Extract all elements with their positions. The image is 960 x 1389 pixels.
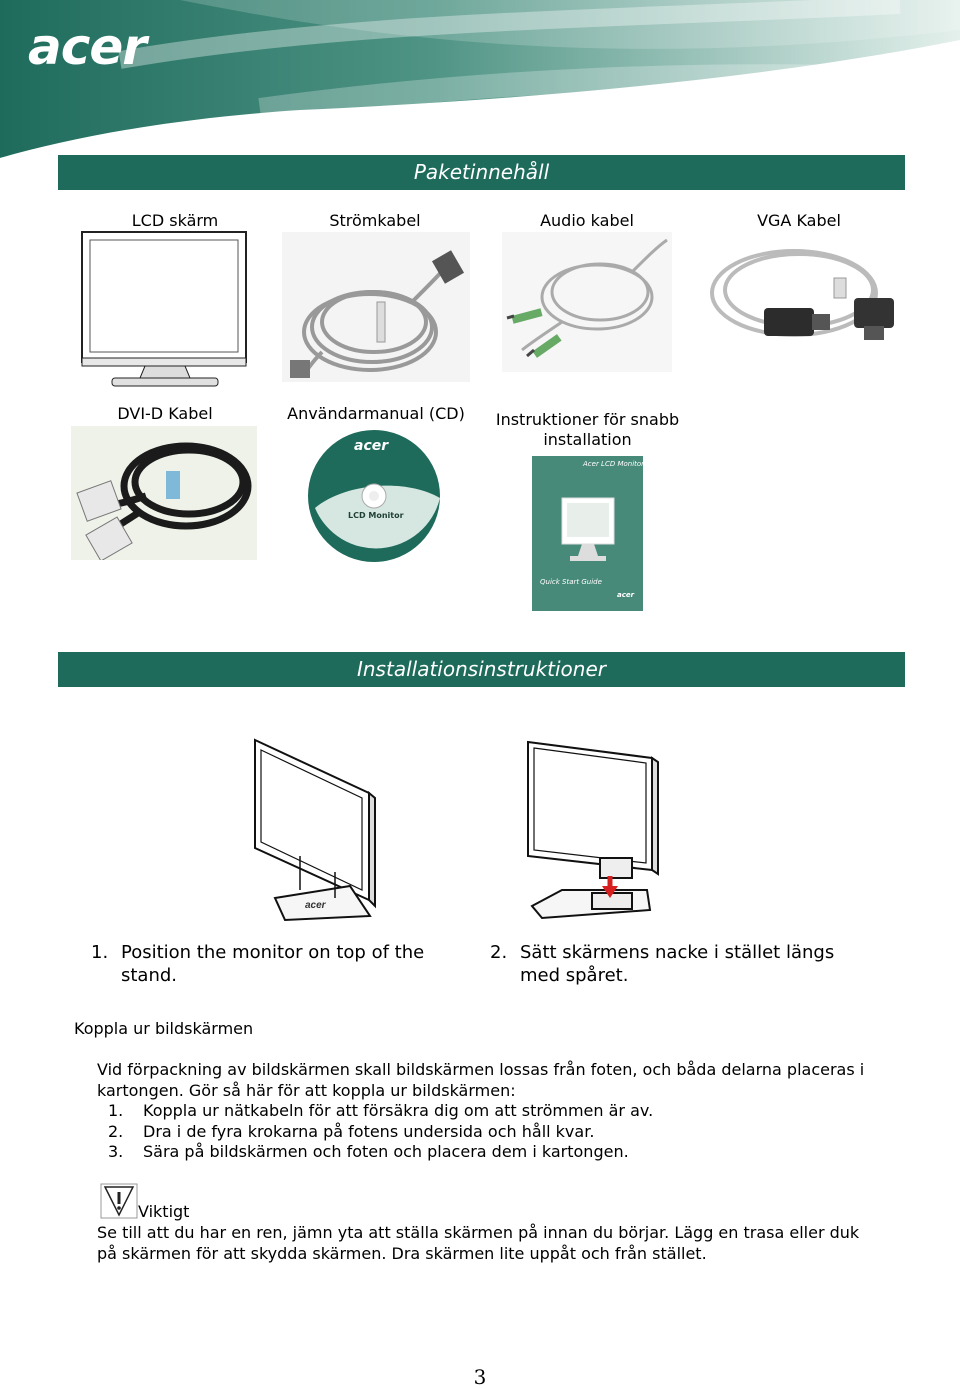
acer-logo: acer	[28, 18, 146, 76]
item-label-power-cable: Strömkabel	[329, 211, 421, 230]
installation-title: Installationsinstruktioner	[58, 652, 905, 687]
install-step-1-number: 1.	[91, 942, 109, 963]
guide-subtitle: Quick Start Guide	[540, 578, 602, 586]
disconnect-step-1-number: 1.	[108, 1101, 124, 1120]
install-step-1	[91, 941, 461, 987]
package-contents-title: Paketinnehåll	[58, 155, 905, 190]
cd-logo: acer	[354, 438, 389, 454]
page-number: 3	[473, 1365, 487, 1389]
item-label-dvi-cable: DVI-D Kabel	[117, 404, 213, 423]
vga-cable-image	[704, 238, 899, 367]
item-label-user-manual: Användarmanual (CD)	[287, 404, 465, 423]
disconnect-step-3-text: Sära på bildskärmen och foten och placera dem i kartongen.	[143, 1142, 629, 1161]
item-label-lcd: LCD skärm	[131, 211, 219, 230]
item-label-vga-cable: VGA Kabel	[757, 211, 841, 230]
important-text: Se till att du har en ren, jämn yta att ställa skärmen på innan du börjar. Lägg en trasa eller duk på skärmen för att skydda skärmen. Dra skärmen lite uppåt och från stället.	[97, 1223, 860, 1263]
guide-title: Acer LCD Monitor	[583, 460, 645, 468]
lcd-monitor-image	[80, 230, 250, 394]
audio-cable-image	[502, 232, 672, 376]
disconnect-step-2	[108, 1122, 594, 1142]
install-step-1-text: Position the monitor on top of the stand.	[121, 942, 425, 986]
important-label: Viktigt	[138, 1202, 190, 1221]
power-cable-image	[282, 232, 470, 386]
disconnect-step-1	[108, 1101, 653, 1121]
warning-icon	[100, 1183, 138, 1223]
disconnect-step-3-number: 3.	[108, 1142, 124, 1161]
disconnect-step-2-number: 2.	[108, 1122, 124, 1141]
install-step-2	[490, 941, 875, 987]
install-step-2-number: 2.	[490, 942, 508, 963]
disconnect-step-3	[108, 1142, 629, 1162]
guide-logo: acer	[617, 591, 635, 599]
step2-diagram	[522, 738, 662, 927]
disconnect-heading: Koppla ur bildskärmen	[74, 1019, 254, 1038]
item-label-audio-cable: Audio kabel	[540, 211, 634, 230]
cd-label: LCD Monitor	[348, 511, 404, 520]
install-step-2-text: Sätt skärmens nacke i stället längs med spåret.	[520, 942, 835, 986]
step1-diagram	[245, 738, 380, 927]
disconnect-step-2-text: Dra i de fyra krokarna på fotens undersida och håll kvar.	[143, 1122, 595, 1141]
disconnect-step-1-text: Koppla ur nätkabeln för att försäkra dig om att strömmen är av.	[143, 1101, 654, 1120]
svg-text:acer: acer	[305, 900, 326, 911]
disconnect-intro: Vid förpackning av bildskärmen skall bildskärmen lossas från foten, och båda delarna placeras i kartongen. Gör så här för att koppla ur bildskärmen:	[97, 1060, 865, 1100]
item-label-quick-guide: Instruktioner för snabb installation	[495, 410, 680, 449]
dvi-cable-image	[71, 426, 257, 564]
